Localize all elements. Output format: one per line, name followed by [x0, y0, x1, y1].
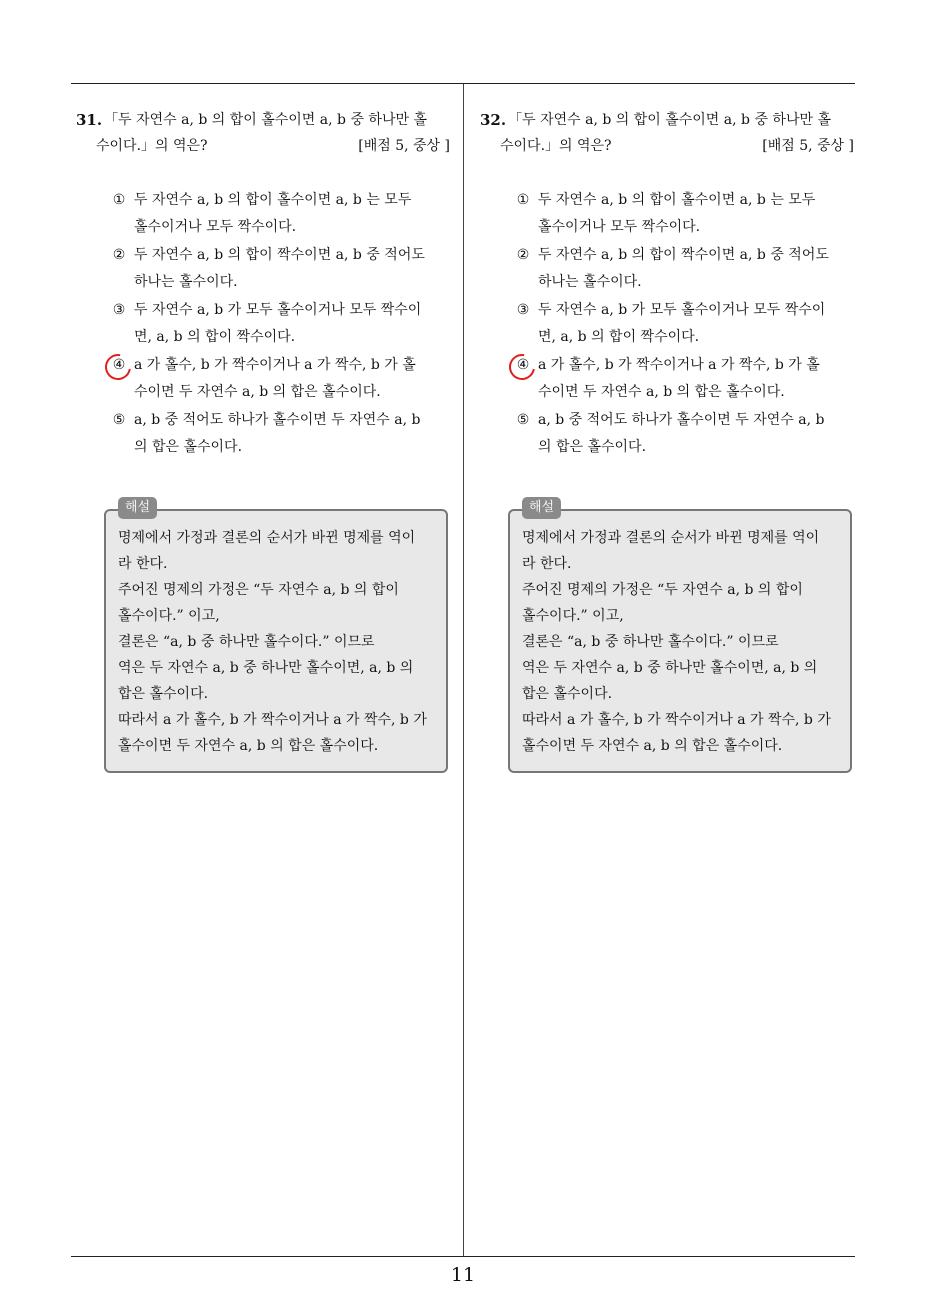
- choice-text-line2: 면, a, b 의 합이 짝수이다.: [538, 329, 700, 345]
- choice-text-line1: 두 자연수 a, b 가 모두 홀수이거나 모두 짝수이: [134, 302, 422, 318]
- choice-text-line1: a, b 중 적어도 하나가 홀수이면 두 자연수 a, b: [538, 412, 825, 428]
- choice-5[interactable]: [108, 407, 452, 461]
- solution-line: 결론은 “a, b 중 하나만 홀수이다.” 이므로: [118, 634, 375, 650]
- solution-line: 라 한다.: [522, 556, 572, 572]
- choice-text-line1: 두 자연수 a, b 의 합이 홀수이면 a, b 는 모두: [538, 192, 816, 208]
- choice-text-line2: 하나는 홀수이다.: [134, 274, 238, 290]
- choice-text-line2: 수이면 두 자연수 a, b 의 합은 홀수이다.: [134, 384, 381, 400]
- solution-tag: 해설: [522, 497, 561, 519]
- question-number: 31.: [76, 111, 103, 129]
- question-stem-line1: 「두 자연수 a, b 의 합이 홀수이면 a, b 중 하나만 홀: [508, 112, 831, 128]
- choice-text-line1: 두 자연수 a, b 가 모두 홀수이거나 모두 짝수이: [538, 302, 826, 318]
- solution-tag: 해설: [118, 497, 157, 519]
- solution-line: 명제에서 가정과 결론의 순서가 바뀐 명제를 역이: [522, 530, 820, 546]
- choice-number: ②: [112, 247, 126, 263]
- solution-line: 홀수이다.” 이고,: [118, 608, 220, 624]
- question-31-column: [76, 107, 456, 773]
- choice-number: ⑤: [112, 412, 126, 428]
- choice-list: [480, 187, 860, 461]
- choice-number: ④: [516, 357, 530, 373]
- choice-number: ②: [516, 247, 530, 263]
- solution-line: 라 한다.: [118, 556, 168, 572]
- choice-text-line2: 의 합은 홀수이다.: [538, 439, 647, 455]
- choice-text-line1: a 가 홀수, b 가 짝수이거나 a 가 짝수, b 가 홀: [538, 357, 820, 373]
- solution-line: 홀수이면 두 자연수 a, b 의 합은 홀수이다.: [118, 738, 379, 754]
- choice-number: ③: [516, 302, 530, 318]
- question-stem: [480, 107, 860, 159]
- choice-text-line2: 의 합은 홀수이다.: [134, 439, 243, 455]
- choice-2[interactable]: [512, 242, 856, 296]
- choice-3[interactable]: [512, 297, 856, 351]
- question-stem-line2: 수이다.」의 역은?: [96, 138, 208, 154]
- solution-line: 홀수이면 두 자연수 a, b 의 합은 홀수이다.: [522, 738, 783, 754]
- choice-number: ③: [112, 302, 126, 318]
- choice-2[interactable]: [108, 242, 452, 296]
- solution-line: 주어진 명제의 가정은 “두 자연수 a, b 의 합이: [522, 582, 803, 598]
- choice-text-line1: a 가 홀수, b 가 짝수이거나 a 가 짝수, b 가 홀: [134, 357, 416, 373]
- solution-line: 역은 두 자연수 a, b 중 하나만 홀수이면, a, b 의: [118, 660, 414, 676]
- question-points: [배점 5, 중상 ]: [762, 138, 854, 154]
- choice-1[interactable]: [512, 187, 856, 241]
- solution-line: 명제에서 가정과 결론의 순서가 바뀐 명제를 역이: [118, 530, 416, 546]
- solution-box: [104, 500, 448, 773]
- choice-number: ⑤: [516, 412, 530, 428]
- question-stem: [76, 107, 456, 159]
- solution-line: 합은 홀수이다.: [118, 686, 209, 702]
- column-divider: [463, 84, 464, 1256]
- choice-text-line1: a, b 중 적어도 하나가 홀수이면 두 자연수 a, b: [134, 412, 421, 428]
- solution-line: 결론은 “a, b 중 하나만 홀수이다.” 이므로: [522, 634, 779, 650]
- choice-3[interactable]: [108, 297, 452, 351]
- choice-text-line1: 두 자연수 a, b 의 합이 홀수이면 a, b 는 모두: [134, 192, 412, 208]
- choice-text-line1: 두 자연수 a, b 의 합이 짝수이면 a, b 중 적어도: [538, 247, 829, 263]
- solution-line: 홀수이다.” 이고,: [522, 608, 624, 624]
- choice-text-line2: 홀수이거나 모두 짝수이다.: [134, 219, 297, 235]
- choice-4-selected[interactable]: [108, 352, 452, 406]
- choice-text-line2: 수이면 두 자연수 a, b 의 합은 홀수이다.: [538, 384, 785, 400]
- page-number: 11: [450, 1264, 476, 1286]
- solution-line: 역은 두 자연수 a, b 중 하나만 홀수이면, a, b 의: [522, 660, 818, 676]
- choice-1[interactable]: [108, 187, 452, 241]
- solution-line: 합은 홀수이다.: [522, 686, 613, 702]
- choice-number: ④: [112, 357, 126, 373]
- solution-line: 따라서 a 가 홀수, b 가 짝수이거나 a 가 짝수, b 가: [118, 712, 427, 728]
- question-stem-line2: 수이다.」의 역은?: [500, 138, 612, 154]
- choice-list: [76, 187, 456, 461]
- question-32-column: [480, 107, 860, 773]
- question-number: 32.: [480, 111, 507, 129]
- choice-5[interactable]: [512, 407, 856, 461]
- solution-line: 따라서 a 가 홀수, b 가 짝수이거나 a 가 짝수, b 가: [522, 712, 831, 728]
- choice-text-line2: 홀수이거나 모두 짝수이다.: [538, 219, 701, 235]
- choice-text-line1: 두 자연수 a, b 의 합이 짝수이면 a, b 중 적어도: [134, 247, 425, 263]
- question-points: [배점 5, 중상 ]: [358, 138, 450, 154]
- choice-4-selected[interactable]: [512, 352, 856, 406]
- choice-text-line2: 면, a, b 의 합이 짝수이다.: [134, 329, 296, 345]
- solution-box: [508, 500, 852, 773]
- question-stem-line1: 「두 자연수 a, b 의 합이 홀수이면 a, b 중 하나만 홀: [104, 112, 427, 128]
- choice-text-line2: 하나는 홀수이다.: [538, 274, 642, 290]
- footer-rule: [71, 1256, 855, 1257]
- choice-number: ①: [516, 192, 530, 208]
- solution-line: 주어진 명제의 가정은 “두 자연수 a, b 의 합이: [118, 582, 399, 598]
- choice-number: ①: [112, 192, 126, 208]
